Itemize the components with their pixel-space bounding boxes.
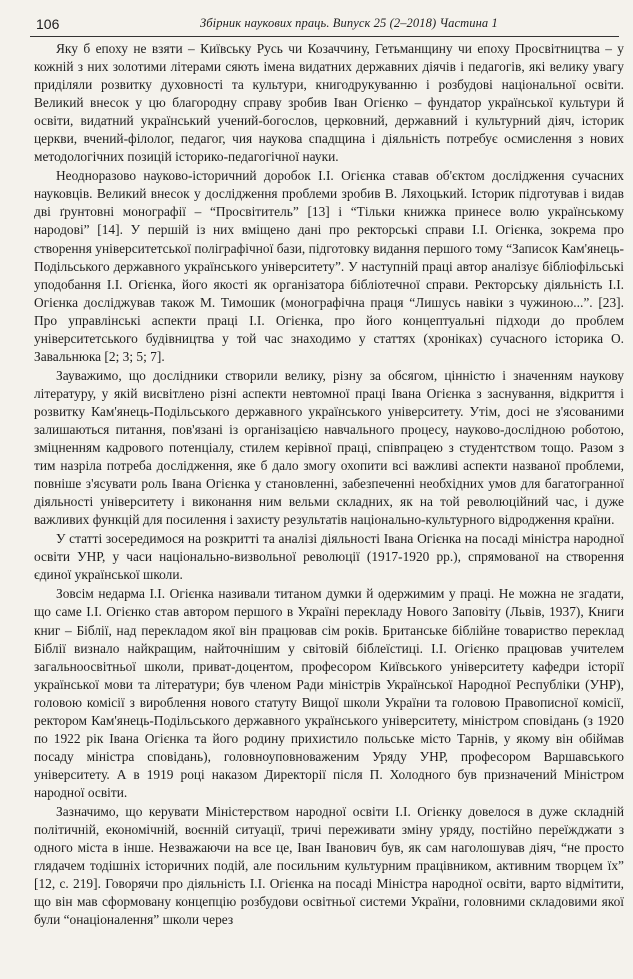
paragraph-4: У статті зосередимося на розкритті та аналізі діяльності Івана Огієнка на посаді міністра народної освіти УНР, у часи національно-визвольної революції (1917-1920 рр.), спрямованої на створення єдиної української школи. — [34, 531, 624, 583]
page-number: 106 — [36, 16, 60, 32]
paragraph-1: Яку б епоху не взяти – Київську Русь чи Козаччину, Гетьманщину чи епоху Просвітництва – у кожній з них золотими літерами сяють імена видатних державних діячів і педагогів, які велику увагу приділяли розвитку духовності та культури, книгодрукуванню і розбудові національної освіти. Великий внесок у цю благородну справу зробив Іван Огієнко – фундатор української культури й освіти, видатний український учений-богослов, церковний, державний і культурний діяч, історик церкви, вчений-філолог, педагог, чия наукова спадщина і діяльність потребує осмислення з нових методологічних позицій історико-педагогічної науки. — [34, 41, 624, 165]
paragraph-5: Зовсім недарма І.І. Огієнка називали титаном думки й одержимим у праці. Не можна не згадати, що саме І.І. Огієнко став автором першого в Україні перекладу Нового Заповіту (Львів, 1937), Книги книг – Біблії, над перекладом якої він працював сім років. Британське біблійне товариство переклад Біблії визнало найкращим, найточнішим у світовій біблеїстиці. І.І. Огієнко працював учителем загальноосвітньої школи, приват-доцентом, професором Київського університету кафедри історії української мови та літератури; був членом Ради міністрів Української Народної Республіки (УНР), головою комісії з вироблення нового статуту Вищої школи України та головою Правописної комісії, ректором Кам'янець-Подільського державного українського університету, міністром сповідань (з 1920 по 1922 рік Івана Огієнка та його родину прихистило польське місто Тарнів, у якому він обіймав посаду міністра сповідань), головноуповноваженим Уряду УНР, професором Варшавського університету. А в 1919 році наказом Директорії після П. Холодного був призначений Міністром народної освіти. — [34, 586, 624, 800]
paragraph-2: Неодноразово науково-історичний доробок І.І. Огієнка ставав об'єктом дослідження сучасних науковців. Великий внесок у дослідження проблеми зробив В. Ляхоцький. Історик підготував і видав дві ґрунтовні монографії – “Просвітитель” [13] і “Тільки книжка принесе волю українському народові” [14]. У першій із них вміщено дані про ректорські справи І.І. Огієнка, зокрема про створення університетської поліграфічної бази, підготовку видання першого тому “Записок Кам'янець-Подільського державного українського університету”. У наступній праці автор аналізує бібліофільські уподобання І.І. Огієнка, його якості як організатора бібліотечної справи. Ректорську діяльність І.І. Огієнка досліджував також М. Тимошик (монографічна праця “Лишусь навіки з чужиною...”. [23]. Про управлінські аспекти праці І.І. Огієнка, про його концептуальні підходи до проблем університетського будівництва у той час знаходимо у статтях (хроніках) сучасного історика О. Завальнюка [2; 3; 5; 7]. — [34, 168, 624, 364]
running-head: Збірник наукових праць. Випуск 25 (2–2018) Частина 1 — [200, 16, 498, 30]
paragraph-6: Зазначимо, що керувати Міністерством народної освіти І.І. Огієнку довелося в дуже складній політичній, економічній, воєнній ситуації, тричі переживати зміну уряду, постійно переїжджати з одного міста в інше. Незважаючи на все це, Іван Іванович був, як сам наголошував діяч, “не просто глядачем тодішніх історичних подій, але посильним культурним працівником, активним творцем їх” [12, с. 219]. Говорячи про діяльність І.І. Огієнка на посаді Міністра народної освіти, варто відмітити, що він мав сформовану концепцію розбудови освітньої системи України, головними складовими якої були “онаціоналення” школи через — [34, 803, 624, 928]
page-header — [30, 14, 619, 37]
paragraph-3: Зауважимо, що дослідники створили велику, різну за обсягом, цінністю і значенням наукову літературу, у якій висвітлено різні аспекти невтомної праці Івана Огієнка з заснування, відкриття і розвитку Кам'янець-Подільського державного українського університету. Утім, досі не з'ясованими залишаються питання, пов'язані із організацією навчального процесу, науково-дослідною роботою, зміцненням кадрового потенціалу, стилем керівної праці, співпрацею з студентством тощо. Разом з тим назріла потреба дослідження, яке б дало змогу охопити всі важливі аспекти названої проблеми, повніше з'ясувати роль Івана Огієнка у становленні, забезпеченні необхідних умов для багатогранної діяльності університету і виконання ним вельми складних, як на той революційний час, і дуже важливих функцій для посилення і захисту результатів національно-культурного відродження країни. — [34, 367, 624, 528]
article-body — [34, 40, 624, 930]
